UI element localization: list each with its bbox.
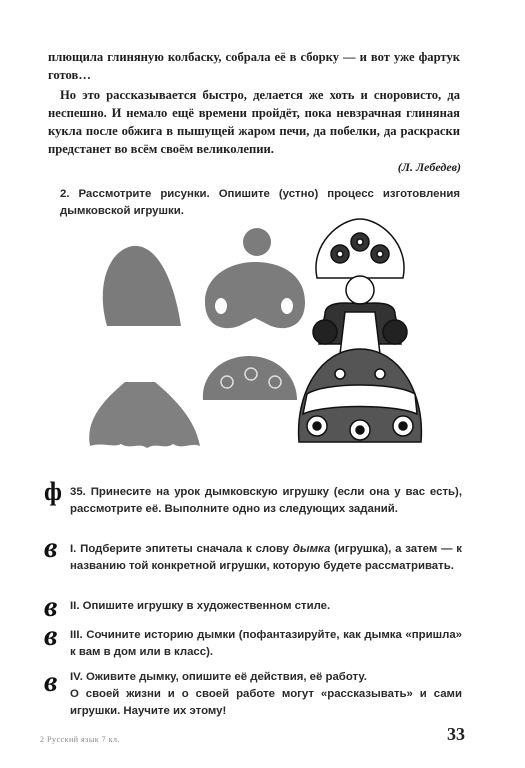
v-margin-icon: в [44, 619, 58, 652]
footer-signature: 2 Русский язык 7 кл. [40, 735, 120, 744]
v-margin-icon: в [44, 665, 58, 698]
word-dymka: дымка [292, 543, 331, 555]
painted-doll [299, 219, 422, 442]
subtask-2: II. Опишите игрушку в художественном стиле. [70, 600, 331, 612]
subtask-3: III. Сочините историю дымки (пофантазируйте, как дымка «пришла» к вам в дом или в класс). [70, 629, 462, 658]
clay-skirt-piece [103, 246, 181, 326]
clay-flare-piece [89, 382, 200, 448]
paragraph-1: плющила глиняную колбаску, собрала её в сборку — и вот уже фартук готов… [48, 50, 460, 82]
subtask-4: IV. Оживите дымку, опишите её действия, её работу. [70, 671, 367, 683]
exercise-text: Принесите на урок дымковскую игрушку (если она у вас есть), рассмотрите её. Выполните одно из следующих заданий. [70, 486, 462, 515]
page-number: 33 [447, 724, 465, 744]
clay-torso-piece [205, 228, 305, 328]
exercise-35 [70, 484, 462, 517]
task-2: 2. Рассмотрите рисунки. Опишите (устно) процесс изготовления дымковской игрушки. [60, 188, 460, 217]
v-margin-icon: в [44, 590, 58, 623]
paragraph-2: Но это рассказывается быстро, делается же хоть и сноровисто, да неспешно. И немало ещё времени пройдёт, пока невзрачная глиняная кукла после обжига в пышущей жаром печи, да побелки, да раскраски предстанет во всём своём великолепии. [48, 88, 460, 156]
subtask-4-note: О своей жизни и о своей работе могут «рассказывать» и сами игрушки. Научите их этому! [70, 688, 462, 717]
clay-kokoshnik-piece [203, 356, 297, 400]
phi-margin-icon: ф [44, 477, 62, 506]
attribution: (Л. Лебедев) [397, 160, 461, 174]
subtask-1: I. Подберите эпитеты сначала к слову дымка (игрушка), а затем — к названию той конкретной игрушки, которую будете рассматривать. [70, 543, 462, 572]
v-margin-icon: в [44, 531, 58, 564]
exercise-number: 35. [70, 486, 86, 498]
dymka-illustration [55, 214, 455, 456]
